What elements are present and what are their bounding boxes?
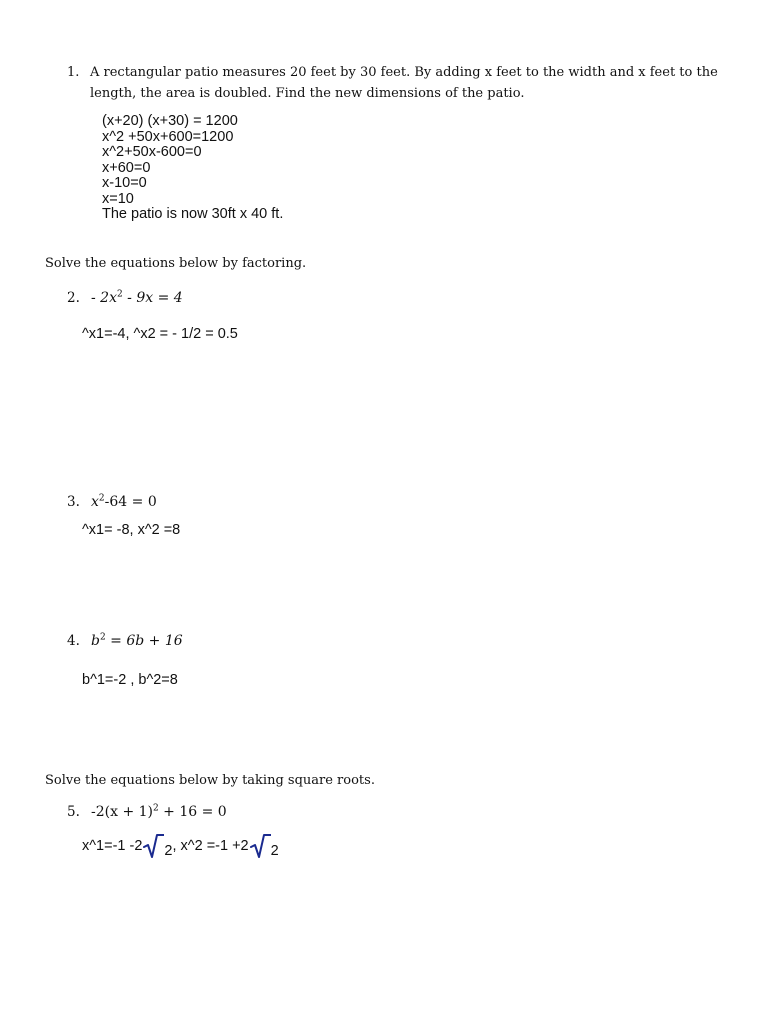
q1-work-line: (x+20) (x+30) = 1200 — [102, 113, 238, 129]
q5-answer-part-a: x^1=-1 -2 — [82, 838, 143, 854]
q2-eq-part-a: - 2x — [91, 290, 117, 306]
q2-eq-exponent: 2 — [116, 289, 123, 300]
q4-number: 4. — [67, 633, 80, 649]
q3-equation — [91, 494, 157, 510]
q4-eq-part-b: = 6b + 16 — [105, 633, 183, 649]
q5-eq-part-b: + 16 = 0 — [158, 804, 227, 820]
q5-eq-part-a: -2(x + 1) — [91, 804, 153, 820]
q1-work-line: x^2+50x-600=0 — [102, 144, 202, 160]
q1-text-line1: A rectangular patio measures 20 feet by 30 feet. By adding x feet to the width and x feet to the — [90, 65, 718, 80]
q3-eq-part-a: x — [91, 494, 99, 510]
q1-work-line: x-10=0 — [102, 175, 147, 191]
q4-answer: b^1=-2 , b^2=8 — [82, 672, 178, 688]
q2-number: 2. — [67, 290, 80, 306]
q2-eq-part-b: - 9x = 4 — [122, 290, 183, 306]
q1-work-line: The patio is now 30ft x 40 ft. — [102, 206, 284, 222]
q5-radicand-2: 2 — [270, 843, 279, 859]
q1-work-line: x^2 +50x+600=1200 — [102, 128, 234, 145]
section-heading-square-roots: Solve the equations below by taking square roots. — [45, 773, 375, 788]
q5-number: 5. — [67, 804, 80, 820]
q1-number: 1. — [67, 65, 80, 80]
q5-answer — [82, 832, 279, 860]
q1-text-line2: length, the area is doubled. Find the new dimensions of the patio. — [90, 86, 525, 101]
q5-eq-exponent: 2 — [153, 803, 159, 814]
q5-radical-1 — [142, 833, 172, 859]
q2-equation — [91, 290, 183, 306]
q1-work — [102, 114, 283, 223]
q4-equation — [91, 633, 183, 649]
q5-radicand-1: 2 — [164, 843, 173, 859]
q5-answer-part-b: , x^2 =-1 +2 — [172, 838, 249, 854]
q3-eq-exponent: 2 — [98, 493, 105, 504]
q4-eq-exponent: 2 — [99, 632, 106, 643]
q4-eq-part-a: b — [91, 633, 100, 649]
q1-work-line: x+60=0 — [102, 159, 151, 176]
q2-answer: ^x1=-4, ^x2 = - 1/2 = 0.5 — [82, 326, 238, 342]
q5-equation — [91, 804, 227, 820]
handwritten-sqrt-icon — [249, 833, 271, 859]
q3-number: 3. — [67, 494, 80, 510]
handwritten-sqrt-icon — [142, 833, 164, 859]
section-heading-factoring: Solve the equations below by factoring. — [45, 256, 307, 271]
q3-eq-part-b: -64 = 0 — [104, 494, 157, 510]
q3-answer: ^x1= -8, x^2 =8 — [82, 522, 181, 538]
q1-work-line: x=10 — [102, 190, 134, 207]
q5-radical-2 — [249, 833, 279, 859]
